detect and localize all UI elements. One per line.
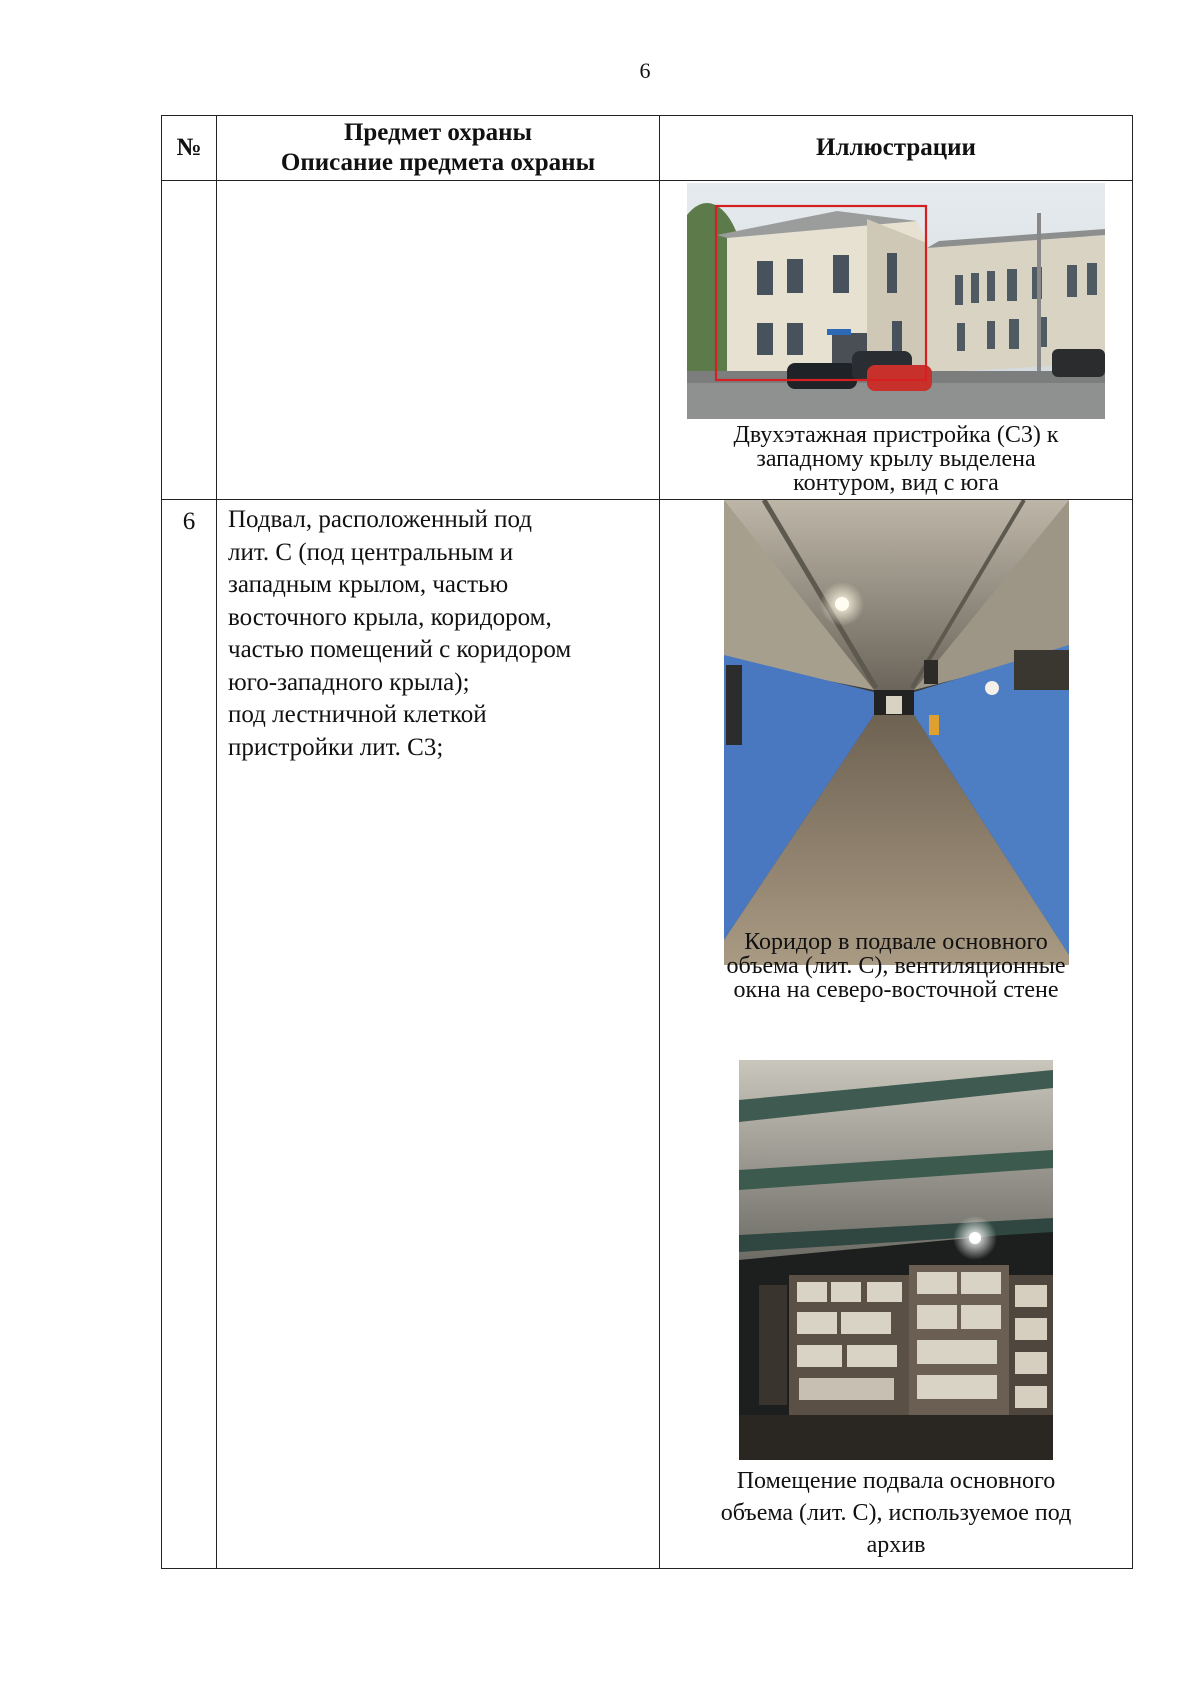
description-line: юго-западного крыла); [228, 668, 470, 696]
caption-line: Помещение подвала основного [736, 1468, 1056, 1494]
header-subject [217, 116, 660, 181]
page-number: 6 [639, 58, 651, 83]
photo-caption [660, 1465, 1132, 1561]
row-illustrations [660, 181, 1133, 500]
table-header-row [162, 116, 1133, 181]
caption-line: архив [866, 1532, 926, 1558]
photo-caption [660, 930, 1132, 1002]
table-row [162, 500, 1133, 1569]
header-number: № [162, 116, 217, 181]
table-row [162, 181, 1133, 500]
caption-line: объема (лит. С), вентиляционные [726, 953, 1066, 979]
description-line: пристройки лит. С3; [228, 733, 444, 761]
description-line: частью помещений с коридором [228, 636, 572, 663]
description-line: под лестничной клеткой [228, 701, 487, 728]
row-description [217, 500, 660, 1569]
basement-corridor-photo [724, 500, 1069, 965]
caption-line: контуром, вид с юга [793, 470, 999, 496]
row-number: 6 [162, 500, 217, 1569]
header-subject-description: Описание предмета охраны [280, 149, 596, 176]
building-exterior-photo [687, 183, 1105, 419]
caption-line: Двухэтажная пристройка (С3) к [733, 422, 1059, 448]
basement-archive-photo [739, 1060, 1053, 1460]
photo-caption [660, 423, 1132, 495]
description-line: восточного крыла, коридором, [228, 603, 552, 631]
header-subject-title: Предмет охраны [343, 119, 533, 146]
caption-line: западному крылу выделена [756, 446, 1036, 472]
description-line: Подвал, расположенный под [228, 506, 533, 533]
caption-line: объема (лит. С), используемое под [720, 1500, 1072, 1526]
row-number [162, 181, 217, 500]
caption-line: окна на северо-восточной стене [733, 977, 1059, 1003]
description-line: западным крылом, частью [228, 571, 509, 598]
row-description [217, 181, 660, 500]
heritage-subject-table [161, 115, 1133, 1569]
description-line: лит. С (под центральным и [228, 538, 514, 566]
caption-line: Коридор в подвале основного [744, 929, 1048, 955]
header-illustrations: Иллюстрации [660, 116, 1133, 181]
row-illustrations [660, 500, 1133, 1569]
